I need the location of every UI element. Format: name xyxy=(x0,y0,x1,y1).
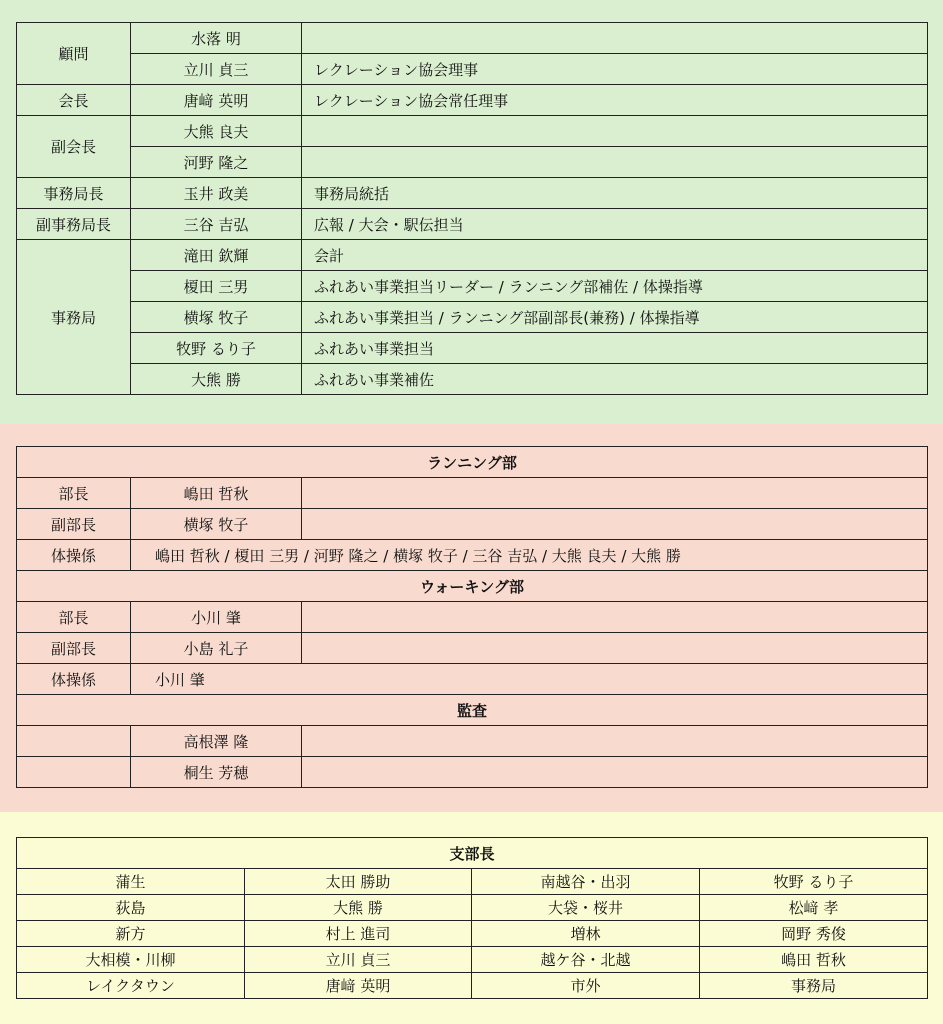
empty-cell xyxy=(302,602,928,633)
member-name: 桐生 芳穂 xyxy=(131,757,302,788)
member-duty: 広報 / 大会・駅伝担当 xyxy=(302,209,928,240)
branch-area: 越ケ谷・北越 xyxy=(472,947,700,973)
table-row xyxy=(17,664,928,695)
branch-head-name: 大熊 勝 xyxy=(245,895,472,921)
member-duty: レクレーション協会理事 xyxy=(302,54,928,85)
table-row xyxy=(17,147,928,178)
departments-section xyxy=(0,424,943,812)
branches-section xyxy=(0,812,943,1024)
member-name: 牧野 るり子 xyxy=(131,333,302,364)
table-row xyxy=(17,178,928,209)
branch-area: 南越谷・出羽 xyxy=(472,869,700,895)
table-row xyxy=(17,540,928,571)
branch-head-name: 村上 進司 xyxy=(245,921,472,947)
table-row xyxy=(17,947,928,973)
empty-cell xyxy=(302,757,928,788)
branches-header: 支部長 xyxy=(17,838,928,869)
role-label: 副事務局長 xyxy=(17,209,131,240)
role-label: 会長 xyxy=(17,85,131,116)
branch-area: 荻島 xyxy=(17,895,245,921)
role-label: 体操係 xyxy=(17,540,131,571)
branch-head-name: 太田 勝助 xyxy=(245,869,472,895)
table-row xyxy=(17,271,928,302)
table-row xyxy=(17,333,928,364)
table-row xyxy=(17,240,928,271)
branch-area: 蒲生 xyxy=(17,869,245,895)
branch-head-name: 牧野 るり子 xyxy=(700,869,928,895)
table-row xyxy=(17,633,928,664)
empty-cell xyxy=(302,478,928,509)
member-name: 三谷 吉弘 xyxy=(131,209,302,240)
table-row xyxy=(17,54,928,85)
member-name: 横塚 牧子 xyxy=(131,302,302,333)
branch-area: 大袋・桜井 xyxy=(472,895,700,921)
table-row xyxy=(17,478,928,509)
table-row xyxy=(17,116,928,147)
table-row xyxy=(17,838,928,869)
member-name: 小島 礼子 xyxy=(131,633,302,664)
table-row xyxy=(17,869,928,895)
role-label: 事務局 xyxy=(17,240,131,395)
role-label: 副部長 xyxy=(17,633,131,664)
table-row xyxy=(17,509,928,540)
member-duty: 事務局統括 xyxy=(302,178,928,209)
branch-area: 市外 xyxy=(472,973,700,999)
empty-cell xyxy=(17,726,131,757)
branch-area: 新方 xyxy=(17,921,245,947)
member-duty xyxy=(302,23,928,54)
member-name: 大熊 良夫 xyxy=(131,116,302,147)
table-row xyxy=(17,302,928,333)
empty-cell xyxy=(302,726,928,757)
empty-cell xyxy=(302,509,928,540)
member-names: 嶋田 哲秋 / 榎田 三男 / 河野 隆之 / 横塚 牧子 / 三谷 吉弘 / 大熊 良夫 / 大熊 勝 xyxy=(131,540,928,571)
table-row xyxy=(17,85,928,116)
table-row xyxy=(17,973,928,999)
audit-header: 監査 xyxy=(17,695,928,726)
member-duty: 会計 xyxy=(302,240,928,271)
member-name: 小川 肇 xyxy=(131,602,302,633)
branch-head-name: 立川 貞三 xyxy=(245,947,472,973)
member-duty: レクレーション協会常任理事 xyxy=(302,85,928,116)
member-name: 榎田 三男 xyxy=(131,271,302,302)
table-row xyxy=(17,571,928,602)
member-name: 唐﨑 英明 xyxy=(131,85,302,116)
empty-cell xyxy=(17,757,131,788)
table-row xyxy=(17,726,928,757)
member-name: 嶋田 哲秋 xyxy=(131,478,302,509)
empty-cell xyxy=(302,633,928,664)
branches-table xyxy=(16,837,928,999)
table-row xyxy=(17,895,928,921)
member-name: 立川 貞三 xyxy=(131,54,302,85)
walking-dept-header: ウォーキング部 xyxy=(17,571,928,602)
role-label: 顧問 xyxy=(17,23,131,85)
role-label: 部長 xyxy=(17,602,131,633)
member-duty: ふれあい事業担当 / ランニング部副部長(兼務) / 体操指導 xyxy=(302,302,928,333)
member-name: 横塚 牧子 xyxy=(131,509,302,540)
officers-section xyxy=(0,0,943,424)
departments-table xyxy=(16,446,928,788)
table-row xyxy=(17,209,928,240)
role-label: 副部長 xyxy=(17,509,131,540)
branch-head-name: 唐﨑 英明 xyxy=(245,973,472,999)
table-row xyxy=(17,921,928,947)
member-name: 玉井 政美 xyxy=(131,178,302,209)
member-name: 高根澤 隆 xyxy=(131,726,302,757)
branch-head-name: 松﨑 孝 xyxy=(700,895,928,921)
member-name: 滝田 欽輝 xyxy=(131,240,302,271)
member-duty: ふれあい事業担当リーダー / ランニング部補佐 / 体操指導 xyxy=(302,271,928,302)
officers-table xyxy=(16,22,928,395)
table-row xyxy=(17,695,928,726)
running-dept-header: ランニング部 xyxy=(17,447,928,478)
member-name: 大熊 勝 xyxy=(131,364,302,395)
member-duty: ふれあい事業担当 xyxy=(302,333,928,364)
table-row xyxy=(17,602,928,633)
member-duty xyxy=(302,116,928,147)
role-label: 体操係 xyxy=(17,664,131,695)
table-row xyxy=(17,447,928,478)
member-name: 河野 隆之 xyxy=(131,147,302,178)
member-names: 小川 肇 xyxy=(131,664,928,695)
branch-head-name: 嶋田 哲秋 xyxy=(700,947,928,973)
table-row xyxy=(17,23,928,54)
role-label: 事務局長 xyxy=(17,178,131,209)
branch-head-name: 事務局 xyxy=(700,973,928,999)
member-duty: ふれあい事業補佐 xyxy=(302,364,928,395)
role-label: 副会長 xyxy=(17,116,131,178)
table-row xyxy=(17,757,928,788)
table-row xyxy=(17,364,928,395)
branch-area: 増林 xyxy=(472,921,700,947)
role-label: 部長 xyxy=(17,478,131,509)
member-duty xyxy=(302,147,928,178)
branch-area: 大相模・川柳 xyxy=(17,947,245,973)
branch-area: レイクタウン xyxy=(17,973,245,999)
branch-head-name: 岡野 秀俊 xyxy=(700,921,928,947)
member-name: 水落 明 xyxy=(131,23,302,54)
